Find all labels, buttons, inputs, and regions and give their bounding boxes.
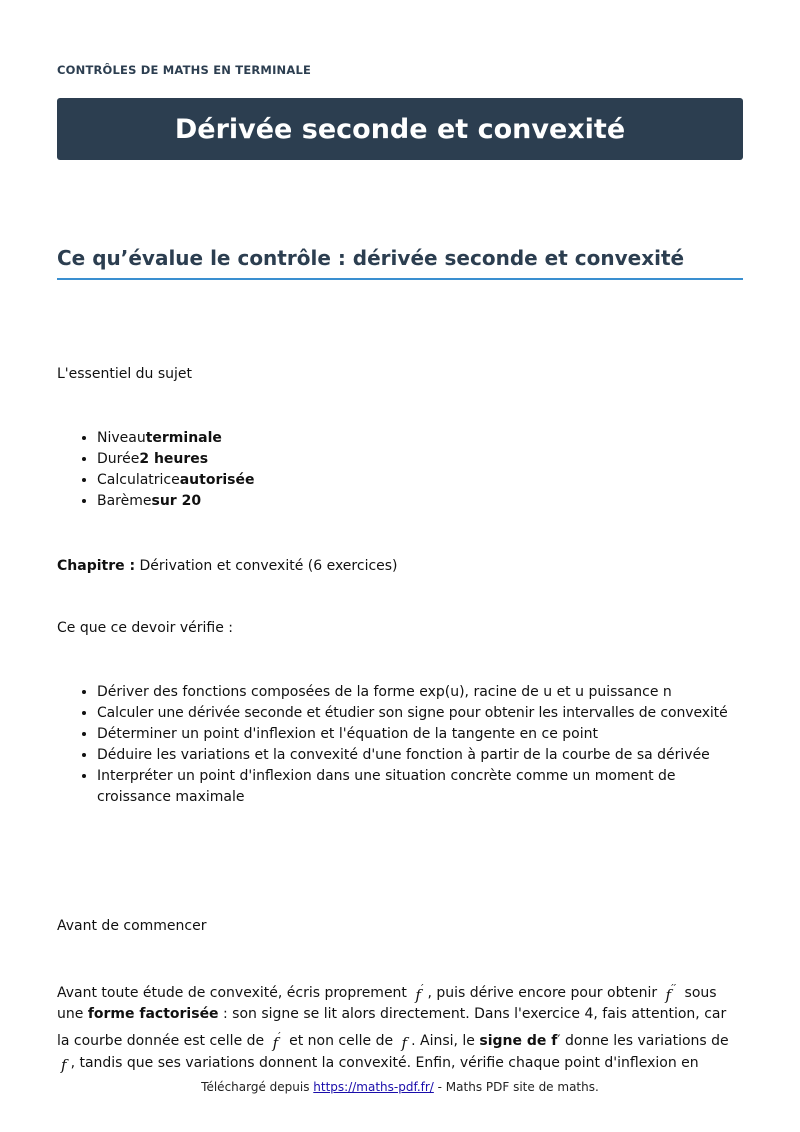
math-symbol: f [272, 1034, 279, 1052]
item-value: sur 20 [151, 493, 202, 509]
item-value: 2 heures [139, 451, 209, 467]
paragraph-text: et non celle de [284, 1033, 398, 1049]
list-item: • Calculer une dérivée seconde et étudier son signe pour obtenir les intervalles de convexité [97, 703, 743, 724]
footer-text: - Maths PDF site de maths. [433, 1080, 599, 1094]
item-label: Barème [97, 493, 152, 509]
paragraph-text: . Ainsi, le [411, 1033, 480, 1049]
verifie-heading: Ce que ce devoir vérifie : [57, 620, 234, 636]
math-f: f [61, 1056, 67, 1074]
math-f: f [401, 1034, 408, 1052]
chapitre-line [57, 556, 398, 577]
paragraph-text: sous une [57, 985, 717, 1022]
title-banner [57, 98, 743, 160]
list-item [97, 449, 743, 470]
verifie-list [57, 682, 743, 808]
item-label: Durée [97, 451, 140, 467]
paragraph-text: : son signe se lit alors directement. Dans l'exercice 4, fais attention, car la courbe donnée est celle de [57, 1006, 727, 1049]
essentiel-heading: L'essentiel du sujet [57, 366, 193, 382]
item-label: Calculatrice [97, 472, 180, 488]
list-item [97, 428, 743, 449]
paragraph-text: , puis dérive encore pour obtenir [427, 985, 662, 1001]
essentiel-list [57, 428, 743, 512]
section-heading: Ce qu’évalue le contrôle : dérivée seconde et convexité [57, 245, 743, 280]
paragraph-text: , tandis que ses variations donnent la convexité. Enfin, vérifie chaque point d'inflexion en [70, 1055, 699, 1071]
math-prime: ′′ [671, 982, 677, 995]
math-symbol: f [665, 986, 672, 1004]
math-prime: ′ [420, 982, 424, 995]
emphasis: forme factorisée [87, 1006, 219, 1022]
list-item: • Dériver des fonctions composées de la forme exp(u), racine de u et u puissance n [97, 682, 743, 703]
math-f-prime [269, 1030, 285, 1052]
list-item: • Déduire les variations et la convexité d'une fonction à partir de la courbe de sa dérivée [97, 745, 743, 766]
math-symbol: f [415, 986, 421, 1004]
math-f-second [662, 982, 681, 1004]
footer-text: Téléchargé depuis [201, 1080, 314, 1094]
list-item: • Déterminer un point d'inflexion et l'équation de la tangente en ce point [97, 724, 743, 745]
series-kicker: CONTRÔLES DE MATHS EN TERMINALE [57, 63, 312, 77]
avant-heading: Avant de commencer [57, 918, 207, 934]
page-title: Dérivée seconde et convexité [174, 113, 626, 145]
chapitre-text: Dérivation et convexité (6 exercices) [135, 558, 398, 574]
item-value: autorisée [179, 472, 255, 488]
list-item [97, 491, 743, 512]
item-value: terminale [145, 430, 222, 446]
source-link[interactable]: https://maths-pdf.fr/ [313, 1080, 434, 1094]
chapitre-label: Chapitre : [57, 558, 136, 574]
item-label: Niveau [97, 430, 146, 446]
emphasis: signe de f [479, 1033, 558, 1049]
math-prime: ′ [278, 1030, 281, 1043]
math-f-prime [411, 982, 427, 1004]
list-item [97, 470, 743, 491]
page-footer [0, 1080, 800, 1094]
paragraph-text: Avant toute étude de convexité, écris proprement [57, 985, 412, 1001]
list-item: • Interpréter un point d'inflexion dans une situation concrète comme un moment de croissance maximale [97, 766, 743, 808]
paragraph-text: ′ donne les variations de [557, 1033, 729, 1049]
avant-paragraph [57, 977, 743, 1074]
